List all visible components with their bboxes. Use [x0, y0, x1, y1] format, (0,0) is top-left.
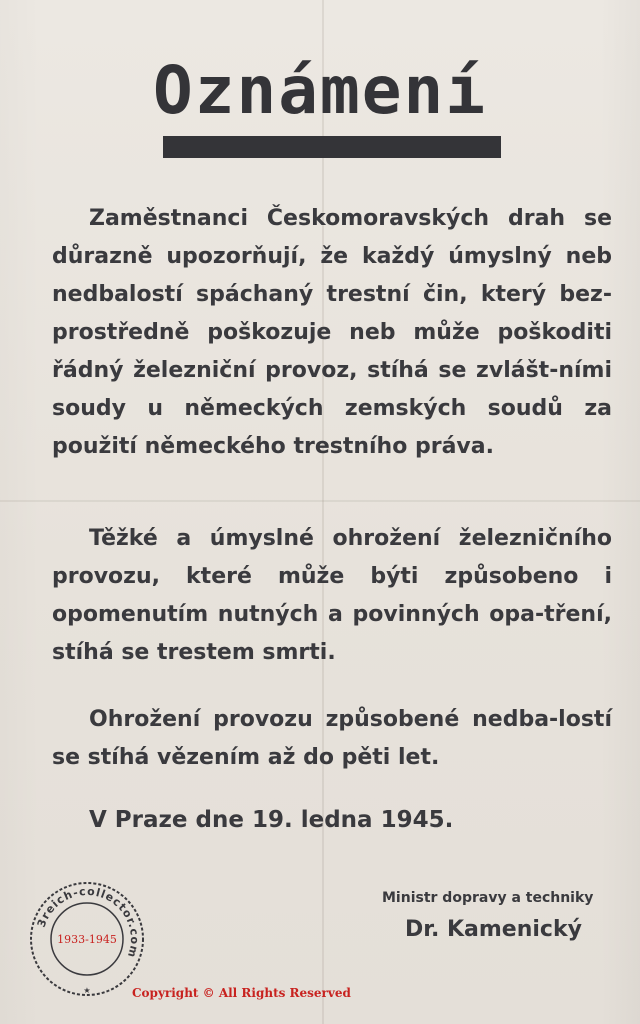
notice-title: Oznámení [153, 52, 487, 129]
stamp-years: 1933-1945 [57, 933, 117, 946]
title-underline [163, 136, 501, 158]
svg-text:3reich-collector.com [35, 885, 141, 960]
notice-paragraph-1: Zaměstnanci Českomoravských drah se důrazně upozorňují, že každý úmyslný neb nedbalostí spáchaný trestní čin, který bez-prostředně poškozuje neb může poškoditi řádný železniční provoz, stíhá se zvlášt-ními soudy u německých zemských soudů za použití německého trestního práva. [52, 206, 612, 459]
paper-fold-horizontal [0, 500, 640, 502]
signature-title: Ministr dopravy a techniky [382, 890, 594, 906]
copyright-watermark: Copyright © All Rights Reserved [132, 986, 351, 1000]
watermark-stamp-icon [28, 880, 146, 998]
notice-paragraph-2: Těžké a úmyslné ohrožení železničního provozu, které může býti způsobeno i opomenutím nutných a povinných opa-tření, stíhá se trestem smrti. [52, 526, 612, 665]
svg-text:★: ★ [83, 986, 91, 995]
date-line: V Praze dne 19. ledna 1945. [89, 807, 454, 833]
signature-name: Dr. Kamenický [405, 917, 582, 942]
notice-paragraph-3: Ohrožení provozu způsobené nedba-lostí se stíhá vězením až do pěti let. [52, 707, 612, 770]
stamp-ring-text: 3reich-collector.com [34, 884, 142, 960]
